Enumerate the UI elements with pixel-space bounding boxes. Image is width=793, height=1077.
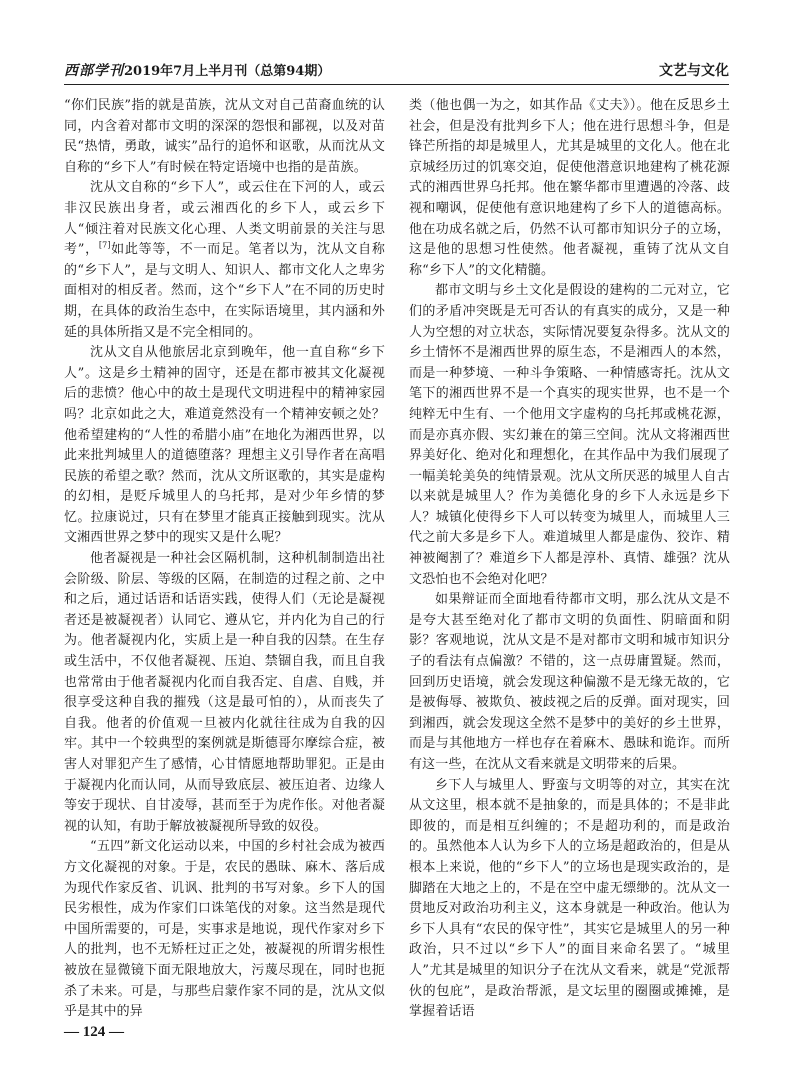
paragraph xyxy=(64,178,385,343)
page-number: — 124 — xyxy=(64,1024,124,1040)
paragraph: 乡下人与城里人、野蛮与文明等的对立，其实在沈从文这里，根本就不是抽象的，而是具体的；不是非此即彼的，而是相互纠缠的；不是超功利的，而是政治的。虽然他本人认为乡下人的立场是超政治的，但是从根本上来说，他的“乡下人”的立场也是现实政治的，是脚踏在大地之上的，不是在空中虚无缥缈的。沈从文一贯地反对政治功利主义，这本身就是一种政治。他认为乡下人具有“农民的保守性”，其实它是城里人的另一种政治，只不过以“乡下人”的面目来命名罢了。“城里人”尤其是城里的知识分子在沈从文看来，就是“党派帮伙的包庇”，是政治帮派，是文坛里的圈圈或摊摊，是掌握着话语 xyxy=(409,777,730,1020)
paragraph-text: 如此等等，不一而足。笔者以为，沈从文自称的“乡下人”，是与文明人、知识人、都市文化人之卑劣面相对的相反者。然而，这个“乡下人”在不同的历史时期，在具体的政治生态中，在实际语境里，其内涵和外延的具体所指又是不完全相同的。 xyxy=(64,242,385,340)
citation-marker: [7] xyxy=(98,240,111,250)
issue-info: 2019年7月上半月刊（总第94期） xyxy=(124,64,331,79)
paragraph: “五四”新文化运动以来，中国的乡村社会成为被西方文化凝视的对象。于是，农民的愚昧、麻木、落后成为现代作家反省、讥讽、批判的书写对象。乡下人的国民劣根性，成为作家们口诛笔伐的对象。这当然是现代中国所需要的，可是，实事求是地说，现代作家对乡下人的批判，也不无矫枉过正之处，被凝视的所谓劣根性被放在显微镜下面无限地放大，污蔑尽现在，同时也扼杀了未来。可是，与那些启蒙作家不同的是，沈从文似乎是其中的异 xyxy=(64,839,385,1020)
journal-logo: 西部学刊 xyxy=(64,63,124,79)
section-title: 文艺与文化 xyxy=(659,63,729,79)
right-column xyxy=(409,96,730,1023)
paragraph: 如果辩证而全面地看待都市文明，那么沈从文是不是夸大甚至绝对化了都市文明的负面性、阴暗面和阴影？客观地说，沈从文是不是对都市文明和城市知识分子的看法有点偏激？不错的，这一点毋庸置疑。然而，回到历史语境，就会发现这种偏激不是无缘无故的，它是被侮辱、被欺负、被歧视之后的反弹。面对现实，回到湘西，就会发现这全然不是梦中的美好的乡土世界，而是与其他地方一样也存在着麻木、愚昧和诡诈。而所有这一些，在沈从文看来就是文明带来的后果。 xyxy=(409,592,730,772)
paragraph: 他者凝视是一种社会区隔机制，这种机制制造出社会阶级、阶层、等级的区隔，在制造的过程之前、之中和之后，通过话语和话语实践，使得人们（无论是凝视者还是被凝视者）认同它、遵从它，并内化为自己的行为。他者凝视内化，实质上是一种自我的囚禁。在生存或生活中，不仅他者凝视、压迫、禁锢自我，而且自我也常常由于他者凝视内化而自我否定、自虐、自贱，并很享受这种自我的摧残（这是最可怕的），从而丧失了自我。他者的价值观一旦被内化就往往成为自我的囚牢。其中一个较典型的案例就是斯德哥尔摩综合症，被害人对罪犯产生了感情，心甘情愿地帮助罪犯。正是由于凝视内化而认同，从而导致底层、被压迫者、边缘人等安于现状、自甘凌辱，甚而至于为虎作伥。对他者凝视的认知，有助于解放被凝视所导致的奴役。 xyxy=(64,551,385,834)
paragraph: 类（他也偶一为之，如其作品《丈夫》）。他在反思乡土社会，但是没有批判乡下人；他在进行思想斗争，但是锋芒所指的却是城里人，尤其是城里的文化人。他在北京城经历过的饥寒交迫，促使他潜意识地建构了桃花源式的湘西世界乌托邦。他在繁华都市里遭遇的冷落、歧视和嘲讽，促使他有意识地建构了乡下人的道德高标。他在功成名就之后，仍然不认可都市知识分子的立场，这是他的思想习性使然。他者凝视，重铸了沈从文自称“乡下人”的文化精髓。 xyxy=(409,98,730,278)
running-header xyxy=(64,58,729,85)
paragraph: “你们民族”指的就是苗族，沈从文对自己苗裔血统的认同，内含着对都市文明的深深的怨恨和鄙视，以及对苗民“热情，勇敢，诚实”品行的追怀和讴歌，从而沈从文自称的“乡下人”有时候在特定语境中也指的是苗族。 xyxy=(64,98,385,175)
paragraph: 沈从文自从他旅居北京到晚年，他一直自称“乡下人”。这是乡土精神的固守，还是在都市被其文化凝视后的悲愤？他心中的故土是现代文明进程中的精神家园吗？北京如此之大，难道竟然没有一个精神安顿之处？他希望建构的“人性的希腊小庙”在地化为湘西世界，以此来批判城里人的道德堕落？理想主义引导作者在高唱民族的希望之歌？然而，沈从文所讴歌的，其实是虚构的幻相，是贬斥城里人的乌托邦，是对少年乡情的梦忆。拉康说过，只有在梦里才能真正接触到现实。沈从文湘西世界之梦中的现实又是什么呢？ xyxy=(64,345,385,546)
paragraph-text: 沈从文自称的“乡下人”，或云住在下河的人，或云非汉民族出身者，或云湘西化的乡下人，或云乡下人“倾注着对民族文化心理、人类文明前景的关注与思考”， xyxy=(64,180,385,258)
left-column xyxy=(64,96,385,1023)
journal-issue-line xyxy=(64,60,330,80)
paragraph: 都市文明与乡土文化是假设的建构的二元对立，它们的矛盾冲突既是无可否认的有真实的成分，又是一种人为空想的对立状态，实际情况要复杂得多。沈从文的乡土情怀不是湘西世界的原生态，不是湘西人的本然，而是一种梦境、一种斗争策略、一种情感寄托。沈从文笔下的湘西世界不是一个真实的现实世界，也不是一个纯粹无中生有、一个他用文字虚构的乌托邦或桃花源，而是亦真亦假、实幻兼在的第三空间。沈从文将湘西世界美好化、绝对化和理想化，在其作品中为我们展现了一幅美轮美奂的纯情景观。沈从文所厌恶的城里人自古以来就是城里人？作为美德化身的乡下人永远是乡下人？城镇化使得乡下人可以转变为城里人，而城里人三代之前大多是乡下人。难道城里人都是虚伪、狡诈、精神被阉割了？难道乡下人都是淳朴、真情、雄强？沈从文恐怕也不会绝对化吧？ xyxy=(409,283,730,587)
